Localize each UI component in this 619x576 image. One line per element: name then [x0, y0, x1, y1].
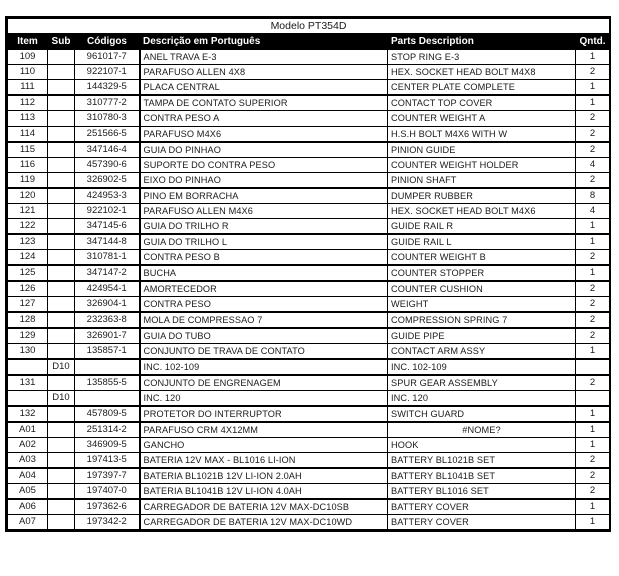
- sub-cell: [48, 265, 75, 281]
- code-cell: 922102-1: [75, 203, 140, 218]
- sub-cell: [48, 218, 75, 234]
- description-pt-cell: PLACA CENTRAL: [140, 80, 388, 96]
- description-pt-cell: GUIA DO TRILHO R: [140, 218, 388, 234]
- parts-table-container: [5, 16, 611, 532]
- quantity-cell: 1: [576, 437, 610, 452]
- parts-description-cell: HEX. SOCKET HEAD BOLT M4X6: [388, 203, 576, 218]
- sub-cell: [48, 422, 75, 438]
- sub-cell: [48, 484, 75, 500]
- description-pt-cell: BATERIA BL1021B 12V LI-ION 2.0AH: [140, 468, 388, 484]
- parts-description-cell: HEX. SOCKET HEAD BOLT M4X8: [388, 65, 576, 80]
- sub-cell: [48, 375, 75, 391]
- table-row: [8, 515, 610, 530]
- code-cell: 197362-6: [75, 499, 140, 515]
- description-pt-cell: ANEL TRAVA E-3: [140, 50, 388, 65]
- parts-description-cell: BATTERY COVER: [388, 515, 576, 530]
- sub-cell: [48, 249, 75, 265]
- sub-cell: [48, 437, 75, 452]
- header-codigos: Códigos: [75, 34, 140, 50]
- item-cell: 114: [8, 126, 48, 142]
- quantity-cell: 1: [576, 50, 610, 65]
- table-row: [8, 218, 610, 234]
- code-cell: 326904-1: [75, 296, 140, 312]
- table-row: [8, 249, 610, 265]
- parts-description-cell: PINION GUIDE: [388, 142, 576, 158]
- code-cell: 922107-1: [75, 65, 140, 80]
- description-pt-cell: PARAFUSO CRM 4X12MM: [140, 422, 388, 438]
- sub-cell: [48, 343, 75, 359]
- parts-description-cell: GUIDE RAIL L: [388, 234, 576, 250]
- code-cell: 326901-7: [75, 328, 140, 344]
- description-pt-cell: TAMPA DE CONTATO SUPERIOR: [140, 95, 388, 111]
- parts-table: [7, 18, 610, 530]
- header-parts-description: Parts Description: [388, 34, 576, 50]
- item-cell: 124: [8, 249, 48, 265]
- table-row: [8, 390, 610, 406]
- sub-cell: [48, 406, 75, 422]
- table-row: [8, 142, 610, 158]
- parts-description-cell: BATTERY BL1021B SET: [388, 453, 576, 469]
- code-cell: 347144-8: [75, 234, 140, 250]
- quantity-cell: 1: [576, 234, 610, 250]
- quantity-cell: 1: [576, 80, 610, 96]
- table-row: [8, 422, 610, 438]
- quantity-cell: 2: [576, 65, 610, 80]
- parts-description-cell: BATTERY BL1041B SET: [388, 468, 576, 484]
- quantity-cell: [576, 359, 610, 375]
- quantity-cell: 2: [576, 111, 610, 126]
- sub-cell: [48, 312, 75, 328]
- parts-description-cell: CENTER PLATE COMPLETE: [388, 80, 576, 96]
- sub-cell: [48, 65, 75, 80]
- description-pt-cell: AMORTECEDOR: [140, 281, 388, 297]
- parts-description-cell: STOP RING E-3: [388, 50, 576, 65]
- code-cell: 197413-5: [75, 453, 140, 469]
- sub-cell: [48, 80, 75, 96]
- sub-cell: [48, 453, 75, 469]
- parts-description-cell: DUMPER RUBBER: [388, 188, 576, 204]
- table-row: [8, 126, 610, 142]
- code-cell: 135857-1: [75, 343, 140, 359]
- item-cell: 121: [8, 203, 48, 218]
- parts-description-cell: SPUR GEAR ASSEMBLY: [388, 375, 576, 391]
- item-cell: 115: [8, 142, 48, 158]
- table-row: [8, 234, 610, 250]
- code-cell: 961017-7: [75, 50, 140, 65]
- quantity-cell: 2: [576, 312, 610, 328]
- quantity-cell: 4: [576, 157, 610, 172]
- sub-cell: [48, 111, 75, 126]
- quantity-cell: 2: [576, 328, 610, 344]
- table-row: [8, 188, 610, 204]
- parts-description-cell: COMPRESSION SPRING 7: [388, 312, 576, 328]
- code-cell: 347147-2: [75, 265, 140, 281]
- code-cell: 197397-7: [75, 468, 140, 484]
- sub-cell: [48, 203, 75, 218]
- description-pt-cell: SUPORTE DO CONTRA PESO: [140, 157, 388, 172]
- item-cell: 128: [8, 312, 48, 328]
- table-row: [8, 343, 610, 359]
- header-sub: Sub: [48, 34, 75, 50]
- item-cell: 130: [8, 343, 48, 359]
- item-cell: A02: [8, 437, 48, 452]
- sub-cell: [48, 468, 75, 484]
- table-row: [8, 296, 610, 312]
- parts-description-cell: #NOME?: [388, 422, 576, 438]
- sub-cell: [48, 328, 75, 344]
- sub-cell: [48, 281, 75, 297]
- description-pt-cell: BUCHA: [140, 265, 388, 281]
- description-pt-cell: BATERIA 12V MAX - BL1016 LI-ION: [140, 453, 388, 469]
- table-row: [8, 65, 610, 80]
- quantity-cell: 1: [576, 499, 610, 515]
- description-pt-cell: GUIA DO TRILHO L: [140, 234, 388, 250]
- table-row: [8, 359, 610, 375]
- header-row: [8, 34, 610, 50]
- description-pt-cell: MOLA DE COMPRESSAO 7: [140, 312, 388, 328]
- table-row: [8, 375, 610, 391]
- description-pt-cell: PROTETOR DO INTERRUPTOR: [140, 406, 388, 422]
- table-row: [8, 50, 610, 65]
- quantity-cell: 1: [576, 515, 610, 530]
- description-pt-cell: INC. 102-109: [140, 359, 388, 375]
- description-pt-cell: PINO EM BORRACHA: [140, 188, 388, 204]
- quantity-cell: 1: [576, 343, 610, 359]
- table-row: [8, 157, 610, 172]
- sub-cell: [48, 142, 75, 158]
- parts-description-cell: COUNTER WEIGHT B: [388, 249, 576, 265]
- sub-cell: [48, 515, 75, 530]
- code-cell: 135855-5: [75, 375, 140, 391]
- code-cell: 310777-2: [75, 95, 140, 111]
- table-row: [8, 281, 610, 297]
- item-cell: 113: [8, 111, 48, 126]
- parts-description-cell: GUIDE RAIL R: [388, 218, 576, 234]
- description-pt-cell: CONTRA PESO A: [140, 111, 388, 126]
- quantity-cell: 4: [576, 203, 610, 218]
- item-cell: 112: [8, 95, 48, 111]
- table-row: [8, 95, 610, 111]
- sub-cell: [48, 188, 75, 204]
- quantity-cell: 2: [576, 375, 610, 391]
- code-cell: 326902-5: [75, 172, 140, 188]
- description-pt-cell: EIXO DO PINHAO: [140, 172, 388, 188]
- table-row: [8, 111, 610, 126]
- code-cell: 347145-6: [75, 218, 140, 234]
- sub-cell: [48, 296, 75, 312]
- item-cell: A03: [8, 453, 48, 469]
- quantity-cell: 2: [576, 172, 610, 188]
- table-row: [8, 453, 610, 469]
- quantity-cell: 1: [576, 265, 610, 281]
- code-cell: 310781-1: [75, 249, 140, 265]
- code-cell: 457390-6: [75, 157, 140, 172]
- code-cell: 197342-2: [75, 515, 140, 530]
- table-row: [8, 80, 610, 96]
- quantity-cell: 2: [576, 484, 610, 500]
- code-cell: 251566-5: [75, 126, 140, 142]
- parts-description-cell: CONTACT TOP COVER: [388, 95, 576, 111]
- code-cell: 347146-4: [75, 142, 140, 158]
- item-cell: 123: [8, 234, 48, 250]
- code-cell: 232363-8: [75, 312, 140, 328]
- parts-description-cell: GUIDE PIPE: [388, 328, 576, 344]
- header-descricao: Descrição em Português: [140, 34, 388, 50]
- description-pt-cell: PARAFUSO ALLEN 4X8: [140, 65, 388, 80]
- item-cell: 122: [8, 218, 48, 234]
- item-cell: 131: [8, 375, 48, 391]
- description-pt-cell: INC. 120: [140, 390, 388, 406]
- quantity-cell: 1: [576, 406, 610, 422]
- parts-description-cell: COUNTER STOPPER: [388, 265, 576, 281]
- parts-description-cell: COUNTER WEIGHT HOLDER: [388, 157, 576, 172]
- sub-cell: D10: [48, 390, 75, 406]
- description-pt-cell: CONJUNTO DE TRAVA DE CONTATO: [140, 343, 388, 359]
- item-cell: A06: [8, 499, 48, 515]
- table-row: [8, 172, 610, 188]
- item-cell: A01: [8, 422, 48, 438]
- title-row: [8, 19, 610, 34]
- item-cell: [8, 390, 48, 406]
- parts-description-cell: BATTERY COVER: [388, 499, 576, 515]
- quantity-cell: 2: [576, 126, 610, 142]
- code-cell: 310780-3: [75, 111, 140, 126]
- code-cell: [75, 359, 140, 375]
- quantity-cell: 2: [576, 249, 610, 265]
- parts-description-cell: COUNTER WEIGHT A: [388, 111, 576, 126]
- item-cell: [8, 359, 48, 375]
- code-cell: 144329-5: [75, 80, 140, 96]
- table-row: [8, 328, 610, 344]
- code-cell: 424954-1: [75, 281, 140, 297]
- table-row: [8, 437, 610, 452]
- quantity-cell: [576, 390, 610, 406]
- description-pt-cell: PARAFUSO M4X6: [140, 126, 388, 142]
- description-pt-cell: BATERIA BL1041B 12V LI-ION 4.0AH: [140, 484, 388, 500]
- item-cell: 120: [8, 188, 48, 204]
- quantity-cell: 1: [576, 218, 610, 234]
- item-cell: 127: [8, 296, 48, 312]
- description-pt-cell: PARAFUSO ALLEN M4X6: [140, 203, 388, 218]
- quantity-cell: 1: [576, 422, 610, 438]
- quantity-cell: 2: [576, 468, 610, 484]
- header-quantity: Qntd.: [576, 34, 610, 50]
- sub-cell: D10: [48, 359, 75, 375]
- parts-description-cell: INC. 120: [388, 390, 576, 406]
- item-cell: 109: [8, 50, 48, 65]
- code-cell: 251314-2: [75, 422, 140, 438]
- item-cell: 129: [8, 328, 48, 344]
- quantity-cell: 2: [576, 281, 610, 297]
- table-row: [8, 203, 610, 218]
- code-cell: 457809-5: [75, 406, 140, 422]
- item-cell: 132: [8, 406, 48, 422]
- item-cell: A07: [8, 515, 48, 530]
- description-pt-cell: GUIA DO PINHAO: [140, 142, 388, 158]
- model-title: Modelo PT354D: [8, 19, 610, 34]
- description-pt-cell: CARREGADOR DE BATERIA 12V MAX-DC10WD: [140, 515, 388, 530]
- description-pt-cell: GANCHO: [140, 437, 388, 452]
- item-cell: 125: [8, 265, 48, 281]
- description-pt-cell: CONTRA PESO: [140, 296, 388, 312]
- quantity-cell: 2: [576, 453, 610, 469]
- parts-description-cell: PINION SHAFT: [388, 172, 576, 188]
- description-pt-cell: GUIA DO TUBO: [140, 328, 388, 344]
- table-row: [8, 484, 610, 500]
- item-cell: 116: [8, 157, 48, 172]
- code-cell: 424953-3: [75, 188, 140, 204]
- parts-description-cell: HOOK: [388, 437, 576, 452]
- sub-cell: [48, 157, 75, 172]
- quantity-cell: 1: [576, 95, 610, 111]
- item-cell: 119: [8, 172, 48, 188]
- item-cell: 110: [8, 65, 48, 80]
- parts-description-cell: COUNTER CUSHION: [388, 281, 576, 297]
- item-cell: A04: [8, 468, 48, 484]
- quantity-cell: 2: [576, 142, 610, 158]
- parts-description-cell: CONTACT ARM ASSY: [388, 343, 576, 359]
- item-cell: A05: [8, 484, 48, 500]
- description-pt-cell: CARREGADOR DE BATERIA 12V MAX-DC10SB: [140, 499, 388, 515]
- item-cell: 111: [8, 80, 48, 96]
- table-row: [8, 406, 610, 422]
- description-pt-cell: CONTRA PESO B: [140, 249, 388, 265]
- sub-cell: [48, 126, 75, 142]
- sub-cell: [48, 499, 75, 515]
- table-row: [8, 499, 610, 515]
- parts-description-cell: WEIGHT: [388, 296, 576, 312]
- description-pt-cell: CONJUNTO DE ENGRENAGEM: [140, 375, 388, 391]
- parts-description-cell: H.S.H BOLT M4X6 WITH W: [388, 126, 576, 142]
- table-row: [8, 468, 610, 484]
- code-cell: [75, 390, 140, 406]
- sub-cell: [48, 234, 75, 250]
- parts-description-cell: INC. 102-109: [388, 359, 576, 375]
- code-cell: 346909-5: [75, 437, 140, 452]
- code-cell: 197407-0: [75, 484, 140, 500]
- quantity-cell: 2: [576, 296, 610, 312]
- sub-cell: [48, 50, 75, 65]
- parts-description-cell: BATTERY BL1016 SET: [388, 484, 576, 500]
- sub-cell: [48, 95, 75, 111]
- sub-cell: [48, 172, 75, 188]
- header-item: Item: [8, 34, 48, 50]
- quantity-cell: 8: [576, 188, 610, 204]
- table-row: [8, 265, 610, 281]
- table-row: [8, 312, 610, 328]
- item-cell: 126: [8, 281, 48, 297]
- parts-description-cell: SWITCH GUARD: [388, 406, 576, 422]
